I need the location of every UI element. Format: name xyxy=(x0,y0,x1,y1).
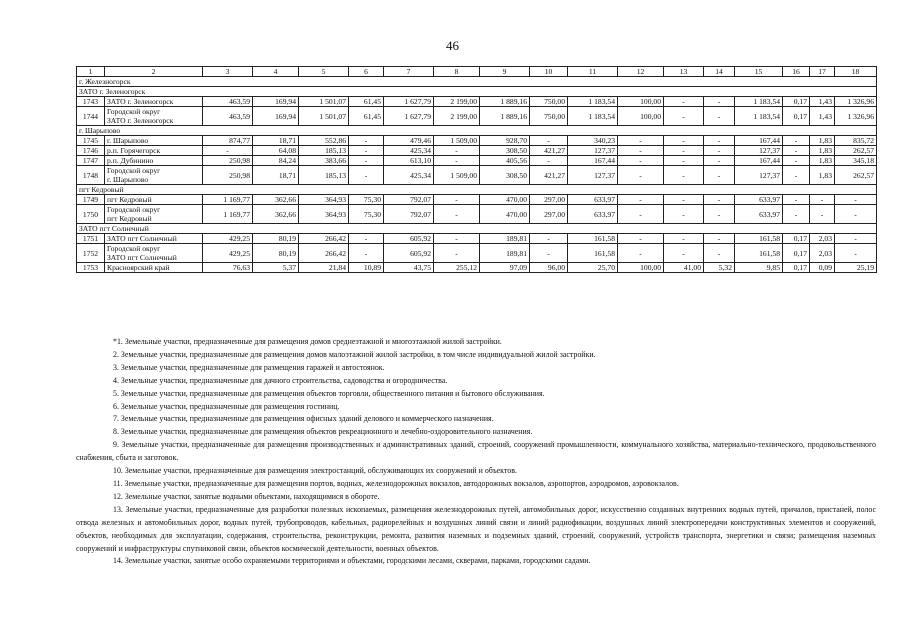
value-cell: 41,00 xyxy=(664,263,704,273)
value-cell: 1 501,07 xyxy=(299,107,349,126)
value-cell: 364,93 xyxy=(299,195,349,205)
value-cell: 0,17 xyxy=(783,107,810,126)
footnote-item: 7. Земельные участки, предназначенные для размещения офисных зданий делового и коммерческого назначения. xyxy=(113,414,494,424)
territory-name xyxy=(105,156,203,166)
territory-name xyxy=(105,263,203,273)
column-header: 11 xyxy=(568,67,618,77)
value-cell: - xyxy=(349,146,384,156)
value-cell: - xyxy=(530,156,568,166)
value-cell: 80,19 xyxy=(253,234,299,244)
value-cell: 127,37 xyxy=(568,166,618,185)
value-cell: 421,27 xyxy=(530,166,568,185)
value-cell: - xyxy=(783,205,810,224)
value-cell: 1 326,96 xyxy=(835,97,877,107)
value-cell: 750,00 xyxy=(530,107,568,126)
value-cell: 161,58 xyxy=(735,244,783,263)
value-cell: - xyxy=(835,205,877,224)
column-header: 9 xyxy=(480,67,530,77)
section-row xyxy=(77,77,877,87)
value-cell: 161,58 xyxy=(568,244,618,263)
value-cell: 425,34 xyxy=(384,166,434,185)
value-cell: 75,30 xyxy=(349,205,384,224)
page-number: 46 xyxy=(446,38,459,53)
row-number: 1751 xyxy=(77,234,105,244)
section-label: пгт Кедровый xyxy=(77,185,877,195)
table-header-row xyxy=(77,67,877,77)
row-number: 1753 xyxy=(77,263,105,273)
table-row xyxy=(77,205,877,224)
section-row xyxy=(77,126,877,136)
value-cell: 161,58 xyxy=(735,234,783,244)
value-cell: - xyxy=(835,195,877,205)
value-cell: 84,24 xyxy=(253,156,299,166)
value-cell: 61,45 xyxy=(349,97,384,107)
value-cell: 552,86 xyxy=(299,136,349,146)
value-cell: - xyxy=(530,244,568,263)
value-cell: 189,81 xyxy=(480,234,530,244)
value-cell: 340,23 xyxy=(568,136,618,146)
territory-name-line: пгт Кедровый xyxy=(107,195,152,204)
value-cell: 1 501,07 xyxy=(299,97,349,107)
value-cell: - xyxy=(618,195,664,205)
section-row xyxy=(77,87,877,97)
value-cell: 1 889,16 xyxy=(480,107,530,126)
value-cell: 1 183,54 xyxy=(568,97,618,107)
value-cell: 127,37 xyxy=(568,146,618,156)
value-cell: 61,45 xyxy=(349,107,384,126)
section-label: г. Шарыпово xyxy=(77,126,877,136)
value-cell: 362,66 xyxy=(253,195,299,205)
column-header: 8 xyxy=(434,67,480,77)
footnote-item: 12. Земельные участки, занятые водными объектами, находящимися в обороте. xyxy=(113,491,380,501)
value-cell: - xyxy=(704,244,735,263)
section-row xyxy=(77,185,877,195)
territory-name xyxy=(105,166,203,185)
footnote-item: 2. Земельные участки, предназначенные для размещения домов малоэтажной жилой застройки, в том числе индивидуальной жилой застройки. xyxy=(113,349,596,359)
value-cell: 421,27 xyxy=(530,146,568,156)
row-number: 1743 xyxy=(77,97,105,107)
table-row xyxy=(77,166,877,185)
value-cell: 874,77 xyxy=(203,136,253,146)
table-row xyxy=(77,234,877,244)
value-cell: - xyxy=(618,234,664,244)
value-cell: - xyxy=(664,136,704,146)
column-header: 6 xyxy=(349,67,384,77)
value-cell: 1 627,79 xyxy=(384,97,434,107)
value-cell: - xyxy=(704,234,735,244)
value-cell: 1 183,54 xyxy=(735,97,783,107)
value-cell: 127,37 xyxy=(735,146,783,156)
value-cell: 605,92 xyxy=(384,244,434,263)
value-cell: - xyxy=(664,195,704,205)
territory-name-line: ЗАТО пгт Солнечный xyxy=(107,234,177,243)
value-cell: - xyxy=(704,205,735,224)
value-cell: 792,07 xyxy=(384,195,434,205)
value-cell: 5,32 xyxy=(704,263,735,273)
footnotes xyxy=(76,336,876,568)
value-cell: 185,13 xyxy=(299,166,349,185)
footnote-item: 5. Земельные участки, предназначенные для размещения объектов торговли, общественного питания и бытового обслуживания. xyxy=(113,388,545,398)
territory-name xyxy=(105,205,203,224)
value-cell: 0,17 xyxy=(783,263,810,273)
value-cell: 127,37 xyxy=(735,166,783,185)
value-cell: 1,43 xyxy=(810,97,835,107)
value-cell: 25,19 xyxy=(835,263,877,273)
value-cell: - xyxy=(349,136,384,146)
value-cell: - xyxy=(664,107,704,126)
value-cell: 64,08 xyxy=(253,146,299,156)
value-cell: 169,94 xyxy=(253,107,299,126)
value-cell: 463,59 xyxy=(203,97,253,107)
row-number: 1752 xyxy=(77,244,105,263)
value-cell: 21,84 xyxy=(299,263,349,273)
territory-name-line: р.п. Дубинино xyxy=(107,156,154,165)
value-cell: 463,59 xyxy=(203,107,253,126)
value-cell: 1,43 xyxy=(810,107,835,126)
value-cell: - xyxy=(704,136,735,146)
value-cell: - xyxy=(618,146,664,156)
value-cell: 80,19 xyxy=(253,244,299,263)
value-cell: 362,66 xyxy=(253,205,299,224)
value-cell: 250,98 xyxy=(203,166,253,185)
value-cell: - xyxy=(664,244,704,263)
land-value-table xyxy=(76,66,877,273)
footnote-item: 4. Земельные участки, предназначенные для дачного строительства, садоводства и огородничества. xyxy=(113,375,448,385)
value-cell: 262,57 xyxy=(835,146,877,156)
value-cell: - xyxy=(664,97,704,107)
value-cell: 633,97 xyxy=(735,205,783,224)
value-cell: 167,44 xyxy=(735,156,783,166)
value-cell: 167,44 xyxy=(735,136,783,146)
footnote-item: *1. Земельные участки, предназначенные для размещения домов среднеэтажной и многоэтажной жилой застройки. xyxy=(113,337,502,346)
row-number: 1750 xyxy=(77,205,105,224)
table-row xyxy=(77,244,877,263)
value-cell: - xyxy=(618,205,664,224)
value-cell: - xyxy=(835,244,877,263)
value-cell: 1 326,96 xyxy=(835,107,877,126)
row-number: 1749 xyxy=(77,195,105,205)
value-cell: - xyxy=(618,244,664,263)
territory-name-line: ЗАТО пгт Солнечный xyxy=(107,253,177,262)
value-cell: - xyxy=(783,195,810,205)
value-cell: 0,09 xyxy=(810,263,835,273)
value-cell: - xyxy=(618,156,664,166)
value-cell: 613,10 xyxy=(384,156,434,166)
value-cell: 9,85 xyxy=(735,263,783,273)
value-cell: 470,00 xyxy=(480,205,530,224)
table-row xyxy=(77,136,877,146)
table-row xyxy=(77,146,877,156)
territory-name xyxy=(105,195,203,205)
value-cell: 1,83 xyxy=(810,166,835,185)
column-header: 5 xyxy=(299,67,349,77)
value-cell: 255,12 xyxy=(434,263,480,273)
value-cell: - xyxy=(704,146,735,156)
value-cell: - xyxy=(349,244,384,263)
value-cell: 262,57 xyxy=(835,166,877,185)
footnote-item: 14. Земельные участки, занятые особо охраняемыми территориями и объектами, городскими лесами, скверами, парками, городскими садами. xyxy=(113,556,591,566)
value-cell: 297,00 xyxy=(530,205,568,224)
footnote-item: 10. Земельные участки, предназначенные для размещения электростанций, обслуживающих их сооружений и объектов. xyxy=(113,466,517,476)
value-cell: 0,17 xyxy=(783,97,810,107)
value-cell: - xyxy=(664,205,704,224)
column-header: 1 xyxy=(77,67,105,77)
value-cell: - xyxy=(349,234,384,244)
value-cell: 1 889,16 xyxy=(480,97,530,107)
value-cell: 161,58 xyxy=(568,234,618,244)
row-number: 1745 xyxy=(77,136,105,146)
value-cell: - xyxy=(704,195,735,205)
value-cell: 1 509,00 xyxy=(434,166,480,185)
section-label: г. Железногорск xyxy=(77,77,877,87)
row-number: 1746 xyxy=(77,146,105,156)
territory-name-line: г. Шарыпово xyxy=(107,175,149,184)
territory-name xyxy=(105,244,203,263)
value-cell: 10,89 xyxy=(349,263,384,273)
footnote-item: 13. Земельные участки, предназначенные для разработки полезных ископаемых, размещения железнодорожных путей, автомобильных дорог, искусственно созданных внутренних водных путей, причалов, пристаней, полос отвода железных и автомобильных дорог, водных путей, трубопроводов, кабельных, радиорелейных и воздушных линий связи и линий радиофикации, воздушных линий электропередачи конструктивных элементов и сооружений, объектов, необходимых для эксплуатации, содержания, строительства, реконструкции, ремонта, развития наземных и подземных зданий, строений, сооружений, устройств транспорта, энергетики и связи; размещения наземных сооружений и инфраструктуры спутниковой связи, объектов космической деятельности, военных объектов. xyxy=(76,504,876,553)
value-cell: 250,98 xyxy=(203,156,253,166)
value-cell: - xyxy=(434,146,480,156)
value-cell: 1 169,77 xyxy=(203,205,253,224)
value-cell: 750,00 xyxy=(530,97,568,107)
territory-name xyxy=(105,97,203,107)
footnote-item: 8. Земельные участки, предназначенные для размещения объектов рекреационного и лечебно-оздоровительного назначения. xyxy=(113,427,533,437)
value-cell: 76,63 xyxy=(203,263,253,273)
value-cell: 605,92 xyxy=(384,234,434,244)
value-cell: 479,46 xyxy=(384,136,434,146)
value-cell: - xyxy=(835,234,877,244)
value-cell: - xyxy=(704,156,735,166)
value-cell: 1 627,79 xyxy=(384,107,434,126)
territory-name-line: р.п. Горячегорск xyxy=(107,146,161,155)
row-number: 1744 xyxy=(77,107,105,126)
value-cell: 308,50 xyxy=(480,146,530,156)
value-cell: - xyxy=(810,195,835,205)
value-cell: 1 509,00 xyxy=(434,136,480,146)
row-number: 1747 xyxy=(77,156,105,166)
value-cell: 2,03 xyxy=(810,244,835,263)
value-cell: - xyxy=(704,97,735,107)
territory-name-line: ЗАТО г. Зеленогорск xyxy=(107,97,174,106)
value-cell: 185,13 xyxy=(299,146,349,156)
value-cell: 96,00 xyxy=(530,263,568,273)
section-row xyxy=(77,224,877,234)
value-cell: 100,00 xyxy=(618,107,664,126)
value-cell: 43,75 xyxy=(384,263,434,273)
value-cell: 100,00 xyxy=(618,97,664,107)
column-header: 13 xyxy=(664,67,704,77)
value-cell: 470,00 xyxy=(480,195,530,205)
value-cell: 928,70 xyxy=(480,136,530,146)
value-cell: 429,25 xyxy=(203,234,253,244)
value-cell: 1 183,54 xyxy=(568,107,618,126)
value-cell: 792,07 xyxy=(384,205,434,224)
value-cell: 18,71 xyxy=(253,136,299,146)
territory-name-line: пгт Кедровый xyxy=(107,214,152,223)
value-cell: - xyxy=(434,234,480,244)
table-row xyxy=(77,195,877,205)
value-cell: 1 183,54 xyxy=(735,107,783,126)
column-header: 14 xyxy=(704,67,735,77)
column-header: 18 xyxy=(835,67,877,77)
value-cell: - xyxy=(783,136,810,146)
value-cell: 364,93 xyxy=(299,205,349,224)
value-cell: 405,56 xyxy=(480,156,530,166)
value-cell: - xyxy=(664,146,704,156)
column-header: 16 xyxy=(783,67,810,77)
value-cell: 383,66 xyxy=(299,156,349,166)
value-cell: - xyxy=(434,156,480,166)
column-header: 2 xyxy=(105,67,203,77)
row-number: 1748 xyxy=(77,166,105,185)
value-cell: 189,81 xyxy=(480,244,530,263)
value-cell: - xyxy=(704,107,735,126)
value-cell: - xyxy=(349,166,384,185)
value-cell: 18,71 xyxy=(253,166,299,185)
column-header: 15 xyxy=(735,67,783,77)
value-cell: 835,72 xyxy=(835,136,877,146)
value-cell: - xyxy=(664,234,704,244)
column-header: 17 xyxy=(810,67,835,77)
table-row xyxy=(77,156,877,166)
value-cell: - xyxy=(203,146,253,156)
value-cell: - xyxy=(783,166,810,185)
table-row xyxy=(77,107,877,126)
territory-name-line: Городской округ xyxy=(107,166,161,175)
table-row xyxy=(77,263,877,273)
territory-name-line: Городской округ xyxy=(107,205,161,214)
value-cell: 633,97 xyxy=(568,195,618,205)
footnote-item: 6. Земельные участки, предназначенные для размещения гостиниц. xyxy=(113,401,340,411)
value-cell: 1,83 xyxy=(810,136,835,146)
value-cell: 5,37 xyxy=(253,263,299,273)
value-cell: 429,25 xyxy=(203,244,253,263)
value-cell: 1 169,77 xyxy=(203,195,253,205)
value-cell: - xyxy=(530,136,568,146)
territory-name-line: ЗАТО г. Зеленогорск xyxy=(107,116,174,125)
value-cell: 345,18 xyxy=(835,156,877,166)
value-cell: - xyxy=(664,166,704,185)
value-cell: 2,03 xyxy=(810,234,835,244)
value-cell: - xyxy=(349,156,384,166)
value-cell: - xyxy=(704,166,735,185)
territory-name xyxy=(105,136,203,146)
value-cell: - xyxy=(530,234,568,244)
value-cell: - xyxy=(434,205,480,224)
section-label: ЗАТО г. Зеленогорск xyxy=(77,87,877,97)
column-header: 7 xyxy=(384,67,434,77)
value-cell: 2 199,00 xyxy=(434,97,480,107)
value-cell: 2 199,00 xyxy=(434,107,480,126)
footnote-item: 11. Земельные участки, предназначенные для размещения портов, водных, железнодорожных вокзалов, автодорожных вокзалов, аэропортов, аэродромов, аэровокзалов. xyxy=(113,478,679,488)
column-header: 3 xyxy=(203,67,253,77)
value-cell: - xyxy=(618,136,664,146)
territory-name xyxy=(105,146,203,156)
value-cell: 1,83 xyxy=(810,146,835,156)
value-cell: 633,97 xyxy=(568,205,618,224)
value-cell: 266,42 xyxy=(299,244,349,263)
value-cell: 0,17 xyxy=(783,234,810,244)
value-cell: 266,42 xyxy=(299,234,349,244)
value-cell: 633,97 xyxy=(735,195,783,205)
value-cell: 169,94 xyxy=(253,97,299,107)
value-cell: 75,30 xyxy=(349,195,384,205)
territory-name xyxy=(105,234,203,244)
value-cell: 0,17 xyxy=(783,244,810,263)
table-row xyxy=(77,97,877,107)
column-header: 12 xyxy=(618,67,664,77)
value-cell: - xyxy=(810,205,835,224)
value-cell: - xyxy=(434,195,480,205)
territory-name-line: Городской округ xyxy=(107,107,161,116)
value-cell: 297,00 xyxy=(530,195,568,205)
territory-name xyxy=(105,107,203,126)
value-cell: - xyxy=(783,146,810,156)
section-label: ЗАТО пгт Солнечный xyxy=(77,224,877,234)
column-header: 10 xyxy=(530,67,568,77)
value-cell: 425,34 xyxy=(384,146,434,156)
value-cell: 100,00 xyxy=(618,263,664,273)
value-cell: 97,09 xyxy=(480,263,530,273)
value-cell: 25,70 xyxy=(568,263,618,273)
value-cell: 1,83 xyxy=(810,156,835,166)
territory-name-line: Городской округ xyxy=(107,244,161,253)
value-cell: 167,44 xyxy=(568,156,618,166)
footnote-item: 9. Земельные участки, предназначенные для размещения производственных и административных зданий, строений, сооружений промышленности, коммунального хозяйства, материально-технического, продовольственного снабжения, сбыта и заготовок. xyxy=(76,440,876,463)
territory-name-line: Красноярский край xyxy=(107,263,170,272)
value-cell: - xyxy=(434,244,480,263)
footnote-item: 3. Земельные участки, предназначенные для размещения гаражей и автостоянок. xyxy=(113,362,385,372)
value-cell: - xyxy=(618,166,664,185)
column-header: 4 xyxy=(253,67,299,77)
value-cell: - xyxy=(783,156,810,166)
territory-name-line: г. Шарыпово xyxy=(107,136,149,145)
value-cell: 308,50 xyxy=(480,166,530,185)
value-cell: - xyxy=(664,156,704,166)
